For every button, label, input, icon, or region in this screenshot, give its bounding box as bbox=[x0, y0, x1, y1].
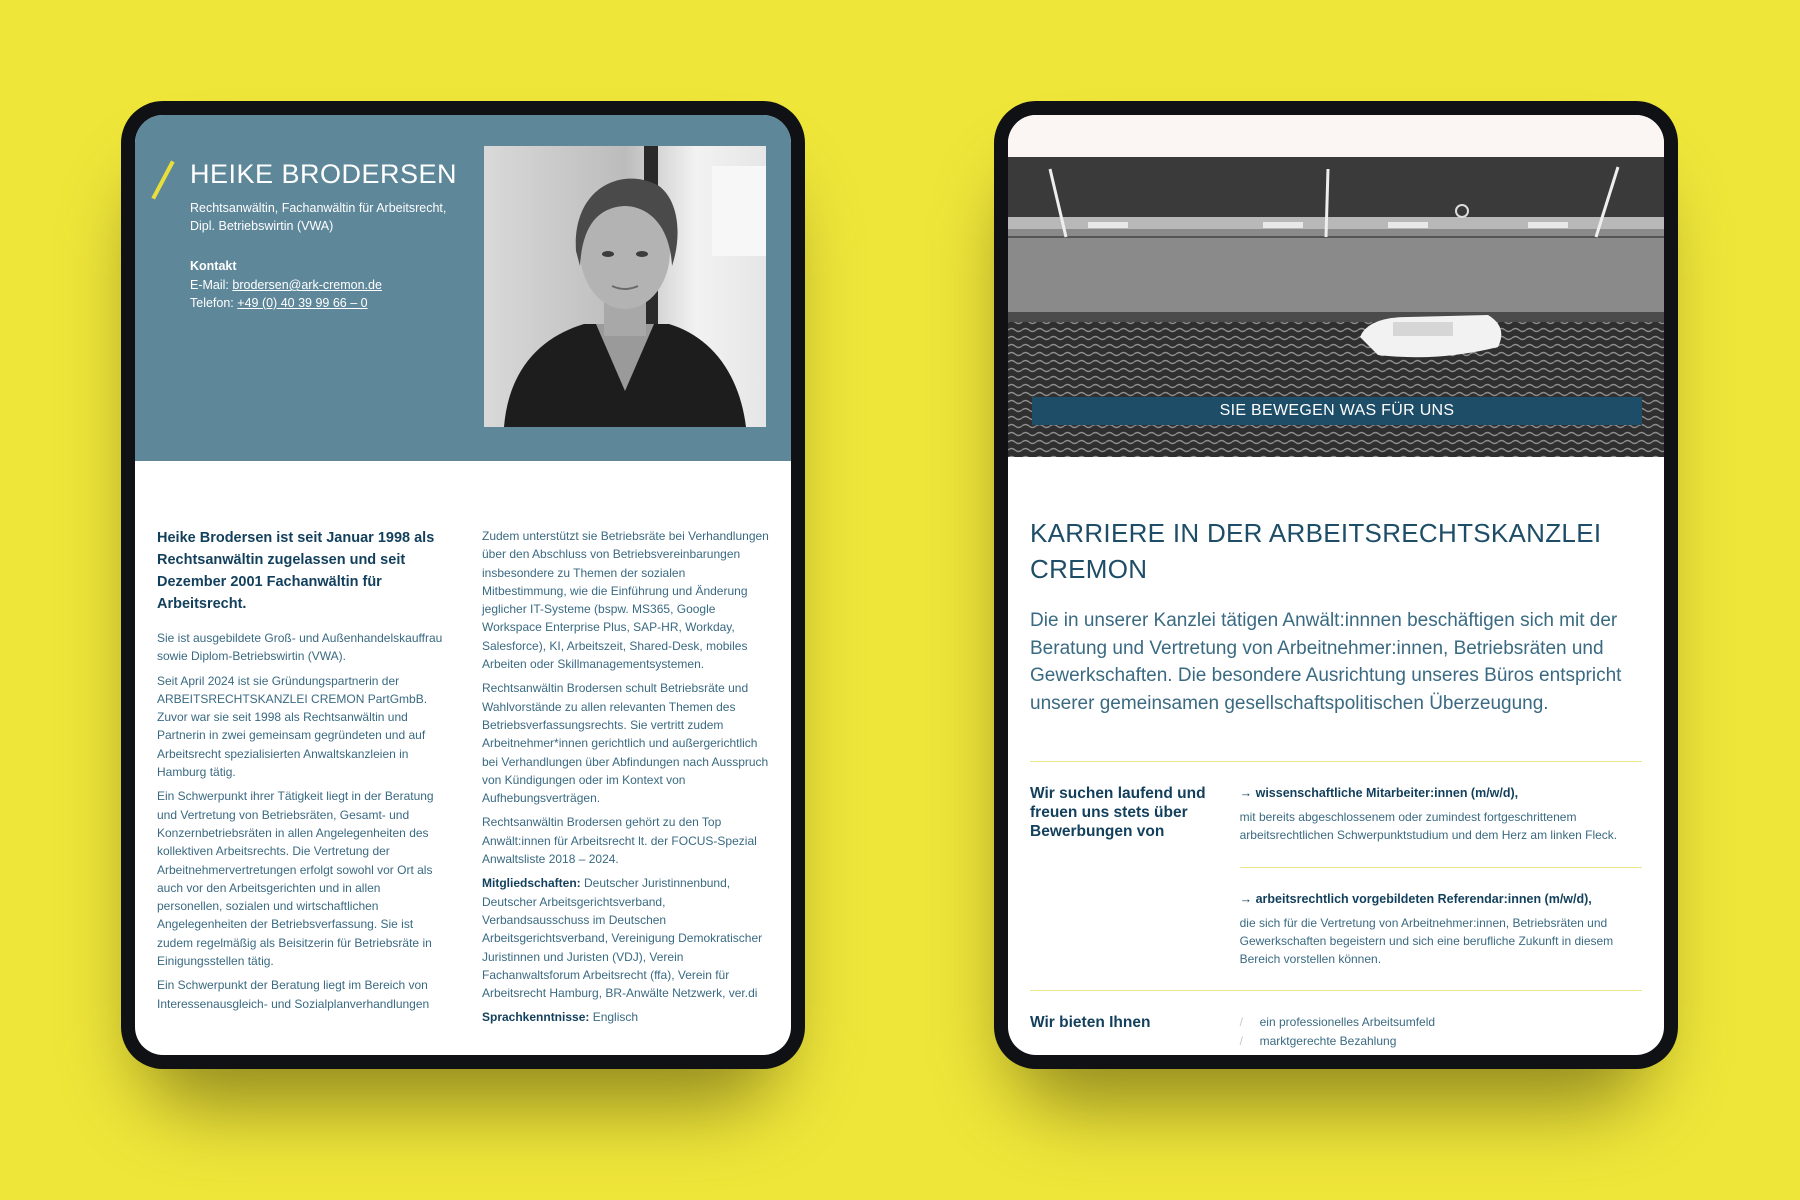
phone-line bbox=[190, 294, 382, 312]
profile-paragraph: Sie ist ausgebildete Groß- und Außenhandelskauffrau sowie Diplom-Betriebswirtin (VWA). bbox=[157, 631, 443, 664]
top-strip bbox=[1008, 115, 1664, 157]
profile-column-2 bbox=[482, 527, 769, 1033]
profile-screen bbox=[135, 115, 791, 1055]
profile-paragraph: Ein Schwerpunkt ihrer Tätigkeit liegt in der Beratung und Vertretung von Betriebsräten, Gesamt- und Konzernbetriebsräten in allen Angelegenheiten des kollektiven Arbeitsrechts. Die Vertretung der Arbeitnehmervertretungen erfolgt sowohl vor Ort als auch vor den Arbeitsgerichten und in allen personellen, sozialen und wirtschaftlichen Angelegenheiten der Betriebsverfassung. Sie ist zudem regelmäßig als Beisitzerin für Betriebsräte in Einigungsstellen tätig. bbox=[157, 789, 434, 969]
languages bbox=[482, 1008, 769, 1026]
job-section bbox=[1008, 762, 1664, 968]
languages-text: Englisch bbox=[589, 1010, 639, 1025]
email-link[interactable]: brodersen@ark-cremon.de bbox=[232, 278, 382, 292]
profile-column-1 bbox=[157, 527, 444, 1033]
job-list bbox=[1240, 784, 1642, 968]
career-banner: SIE BEWEGEN WAS FÜR UNS bbox=[1032, 397, 1642, 425]
offer-section bbox=[1008, 991, 1664, 1051]
profile-paragraph: Rechtsanwältin Brodersen gehört zu den Top Anwält:innen für Arbeitsrecht lt. der FOCUS-Spezial Anwaltsliste 2018 – 2024. bbox=[482, 815, 757, 867]
slash-bullet-icon: / bbox=[1239, 1034, 1243, 1049]
person-name: HEIKE BRODERSEN bbox=[190, 159, 458, 189]
career-intro: Die in unserer Kanzlei tätigen Anwält:innnen beschäftigen sich mit der Beratung und Vertretung von Arbeitnehmer:innen, Betriebsräten und Gewerkschaften. Die besondere Ausrichtung unseres Büros entspricht unserer gemeinsamen gesellschaftspolitischen Überzeugung. bbox=[1030, 610, 1622, 714]
job-description: mit bereits abgeschlossenem oder zumindest fortgeschrittenem arbeitsrechtlichen Schwerpunktstudium und dem Herz am linken Fleck. bbox=[1239, 810, 1618, 843]
career-screen bbox=[1008, 115, 1664, 1055]
job-description: die sich für die Vertretung von Arbeitnehmer:innen, Betriebsräten und Gewerkschaften begeistern und sich eine berufliche Zukunft in diesem Bereich vorstellen können. bbox=[1239, 915, 1614, 967]
job-section-label: Wir suchen laufend und freuen uns stets über Bewerbungen von bbox=[1030, 785, 1206, 840]
phone-label: Telefon: bbox=[190, 296, 238, 310]
phone-link[interactable]: +49 (0) 40 39 99 66 – 0 bbox=[237, 296, 368, 310]
career-title: KARRIERE IN DER ARBEITSRECHTSKANZLEI CREMON bbox=[1030, 518, 1602, 584]
harbor-photo bbox=[1008, 157, 1664, 457]
job-title[interactable]: → wissenschaftliche Mitarbeiter:innen (m/w/d), bbox=[1239, 786, 1519, 800]
email-line bbox=[190, 276, 382, 294]
profile-paragraph: Zudem unterstützt sie Betriebsräte bei Verhandlungen über den Abschluss von Betriebsvereinbarungen insbesondere zu Themen der sozialen Mitbestimmung, wie die Einführung und Änderung jeglicher IT-Systeme (bspw. MS365, Google Workspace Enterprise Plus, SAP-HR, Workday, Salesforce), KI, Arbeitszeit, Shared-Desk, mobiles Arbeiten oder Skillmanagementsystemen. bbox=[482, 529, 769, 672]
profile-paragraph: Seit April 2024 ist sie Gründungspartnerin der ARBEITSRECHTSKANZLEI CREMON PartGmbB. Zuvor war sie seit 1998 als Rechtsanwältin und Partnerin in zwei gemeinsam gegründeten und auf Arbeitsrecht spezialisierten Anwaltskanzleien in Hamburg tätig. bbox=[157, 673, 428, 780]
person-title: Rechtsanwältin, Fachanwältin für Arbeitsrecht, Dipl. Betriebswirtin (VWA) bbox=[190, 201, 447, 233]
list-item bbox=[1240, 1032, 1642, 1051]
profile-hero bbox=[135, 115, 791, 461]
slash-decoration bbox=[151, 161, 174, 200]
slash-bullet-icon: / bbox=[1239, 1015, 1243, 1030]
tablet-career bbox=[994, 101, 1678, 1069]
portrait-photo bbox=[484, 146, 766, 427]
email-label: E-Mail: bbox=[190, 278, 233, 292]
contact-heading: Kontakt bbox=[190, 259, 237, 273]
job-divider bbox=[1240, 867, 1642, 868]
offer-list bbox=[1240, 1013, 1642, 1051]
memberships-label: Mitgliedschaften: bbox=[482, 876, 581, 891]
memberships-text: Deutscher Juristinnenbund, Deutscher Arbeitsgerichtsverband, Verbandsausschuss im Deutschen Arbeitsgerichtsverband, Vereinigung Demokratischer Juristinnen und Juristen (VDJ), Verein Fachanwaltsforum Arbeitsrecht (ffa), Verein für Arbeitsrecht Hamburg, BR-Anwälte Netzwerk, ver.di bbox=[482, 876, 763, 1001]
profile-lead: Heike Brodersen ist seit Januar 1998 als Rechtsanwältin zugelassen und seit Dezember 2001 Fachanwältin für Arbeitsrecht. bbox=[157, 530, 435, 612]
languages-label: Sprachkenntnisse: bbox=[482, 1010, 590, 1025]
offer-section-label: Wir bieten Ihnen bbox=[1030, 1014, 1151, 1032]
list-item bbox=[1240, 1013, 1642, 1032]
contact-block bbox=[190, 257, 382, 312]
profile-paragraph: Ein Schwerpunkt der Beratung liegt im Bereich von Interessenausgleich- und Sozialplanverhandlungen bbox=[157, 978, 430, 1011]
memberships bbox=[482, 874, 769, 1002]
tablet-profile bbox=[121, 101, 805, 1069]
job-title[interactable]: → arbeitsrechtlich vorgebildeten Referendar:innen (m/w/d), bbox=[1239, 891, 1592, 906]
offer-text: marktgerechte Bezahlung bbox=[1259, 1034, 1397, 1049]
offer-text: ein professionelles Arbeitsumfeld bbox=[1259, 1015, 1436, 1030]
profile-paragraph: Rechtsanwältin Brodersen schult Betriebsräte und Wahlvorstände zu allen relevanten Themen des Betriebsverfassungsrechts. Sie vertritt zudem Arbeitnehmer*innen gerichtlich und außergerichtlich bei Verhandlungen über Abfindungen nach Ausspruch von Kündigungen oder im Kontext von Aufhebungsverträgen. bbox=[482, 681, 769, 806]
